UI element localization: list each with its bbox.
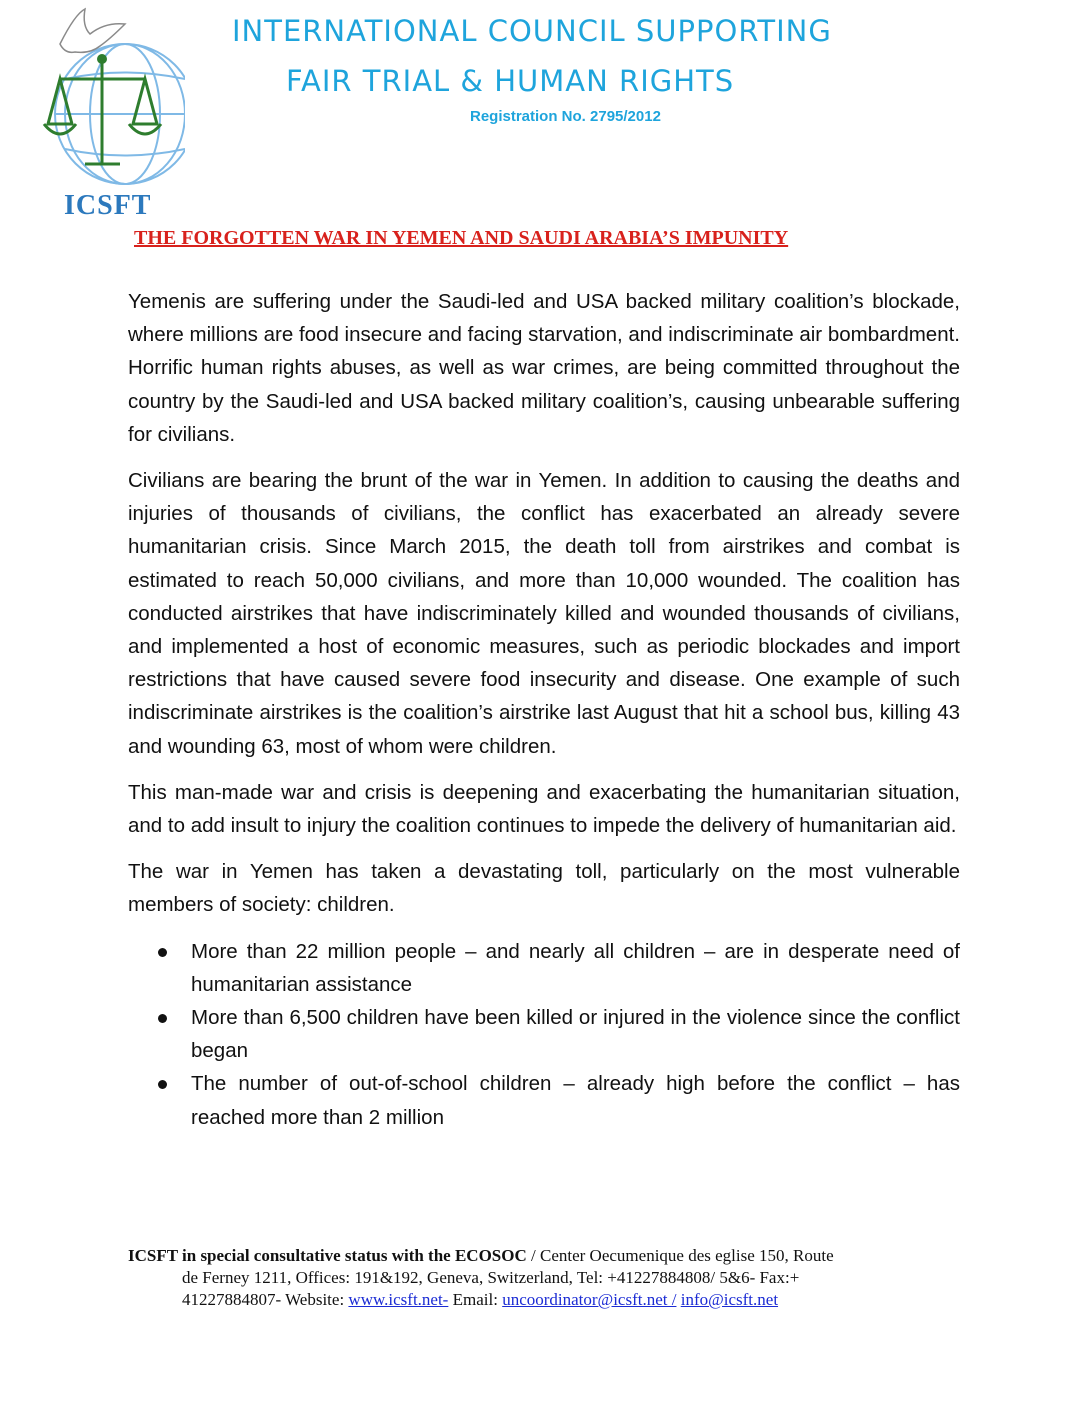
email-link-info[interactable]: info@icsft.net (680, 1290, 779, 1309)
email-link-coordinator[interactable]: uncoordinator@icsft.net / (502, 1290, 677, 1309)
footer-contact (128, 1245, 958, 1311)
paragraph: This man-made war and crisis is deepening and exacerbating the humanitarian situation, and to add insult to injury the coalition continues to impede the delivery of humanitarian aid. (128, 780, 960, 838)
footer-line2: de Ferney 1211, Offices: 191&192, Geneva, Switzerland, Tel: +41227884808/ 5&6- Fax:+ (182, 1268, 800, 1287)
bullet-list (128, 935, 960, 1134)
bullet-icon (158, 1014, 167, 1023)
dove-scales-globe-icon (30, 4, 185, 189)
registration-number: Registration No. 2795/2012 (470, 108, 661, 125)
list-item (128, 1067, 960, 1133)
logo-text: ICSFT (64, 190, 152, 221)
paragraph: The war in Yemen has taken a devastating toll, particularly on the most vulnerable members of society: children. (128, 860, 960, 917)
list-item-text: More than 22 million people – and nearly all children – are in desperate need of humanitarian assistance (191, 939, 960, 996)
footer-address: / Center Oecumenique des eglise 150, Route (526, 1246, 834, 1265)
list-item-text: The number of out-of-school children – already high before the conflict – has reached more than 2 million (191, 1072, 960, 1129)
paragraph: Civilians are bearing the brunt of the war in Yemen. In addition to causing the deaths and injuries of thousands of civilians, the conflict has exacerbated an already severe humanitarian crisis. Since March 2015, the death toll from airstrikes and combat is estimated to reach 50,000 civilians, and more than 10,000 wounded. The coalition has conducted airstrikes that have indiscriminately killed and wounded thousands of civilians, and implemented a host of economic measures, such as periodic blockades and import restrictions that have caused severe food insecurity and disease. One example of such indiscriminate airstrikes is the coalition’s airstrike last August that hit a school bus, killing 43 and wounding 63, most of whom were children. (128, 469, 960, 758)
list-item (128, 935, 960, 1001)
paragraph: Yemenis are suffering under the Saudi-led and USA backed military coalition’s blockade, where millions are food insecure and facing starvation, and indiscriminate air bombardment. Horrific human rights abuses, as well as war crimes, are being committed throughout the country by the Saudi-led and USA backed military coalition’s, causing unbearable suffering for civilians. (128, 290, 960, 446)
website-link[interactable]: www.icsft.net- (348, 1290, 449, 1309)
bullet-icon (158, 948, 167, 957)
list-item-text: More than 6,500 children have been killed or injured in the violence since the conflict began (191, 1006, 960, 1063)
list-item (128, 1001, 960, 1067)
bullet-icon (158, 1080, 167, 1089)
footer-line3 (128, 1289, 958, 1311)
organization-name-line2: FAIR TRIAL & HUMAN RIGHTS (286, 64, 735, 98)
document-title: THE FORGOTTEN WAR IN YEMEN AND SAUDI ARABIA’S IMPUNITY (134, 227, 789, 249)
organization-name-line1: INTERNATIONAL COUNCIL SUPPORTING (232, 14, 832, 48)
consultative-status: ICSFT in special consultative status with the ECOSOC (128, 1246, 527, 1265)
email-label: Email: (448, 1290, 503, 1309)
organization-logo (30, 4, 185, 219)
document-body (128, 285, 960, 1134)
website-label: 41227884807- Website: (182, 1290, 349, 1309)
footer-line1 (128, 1245, 958, 1267)
